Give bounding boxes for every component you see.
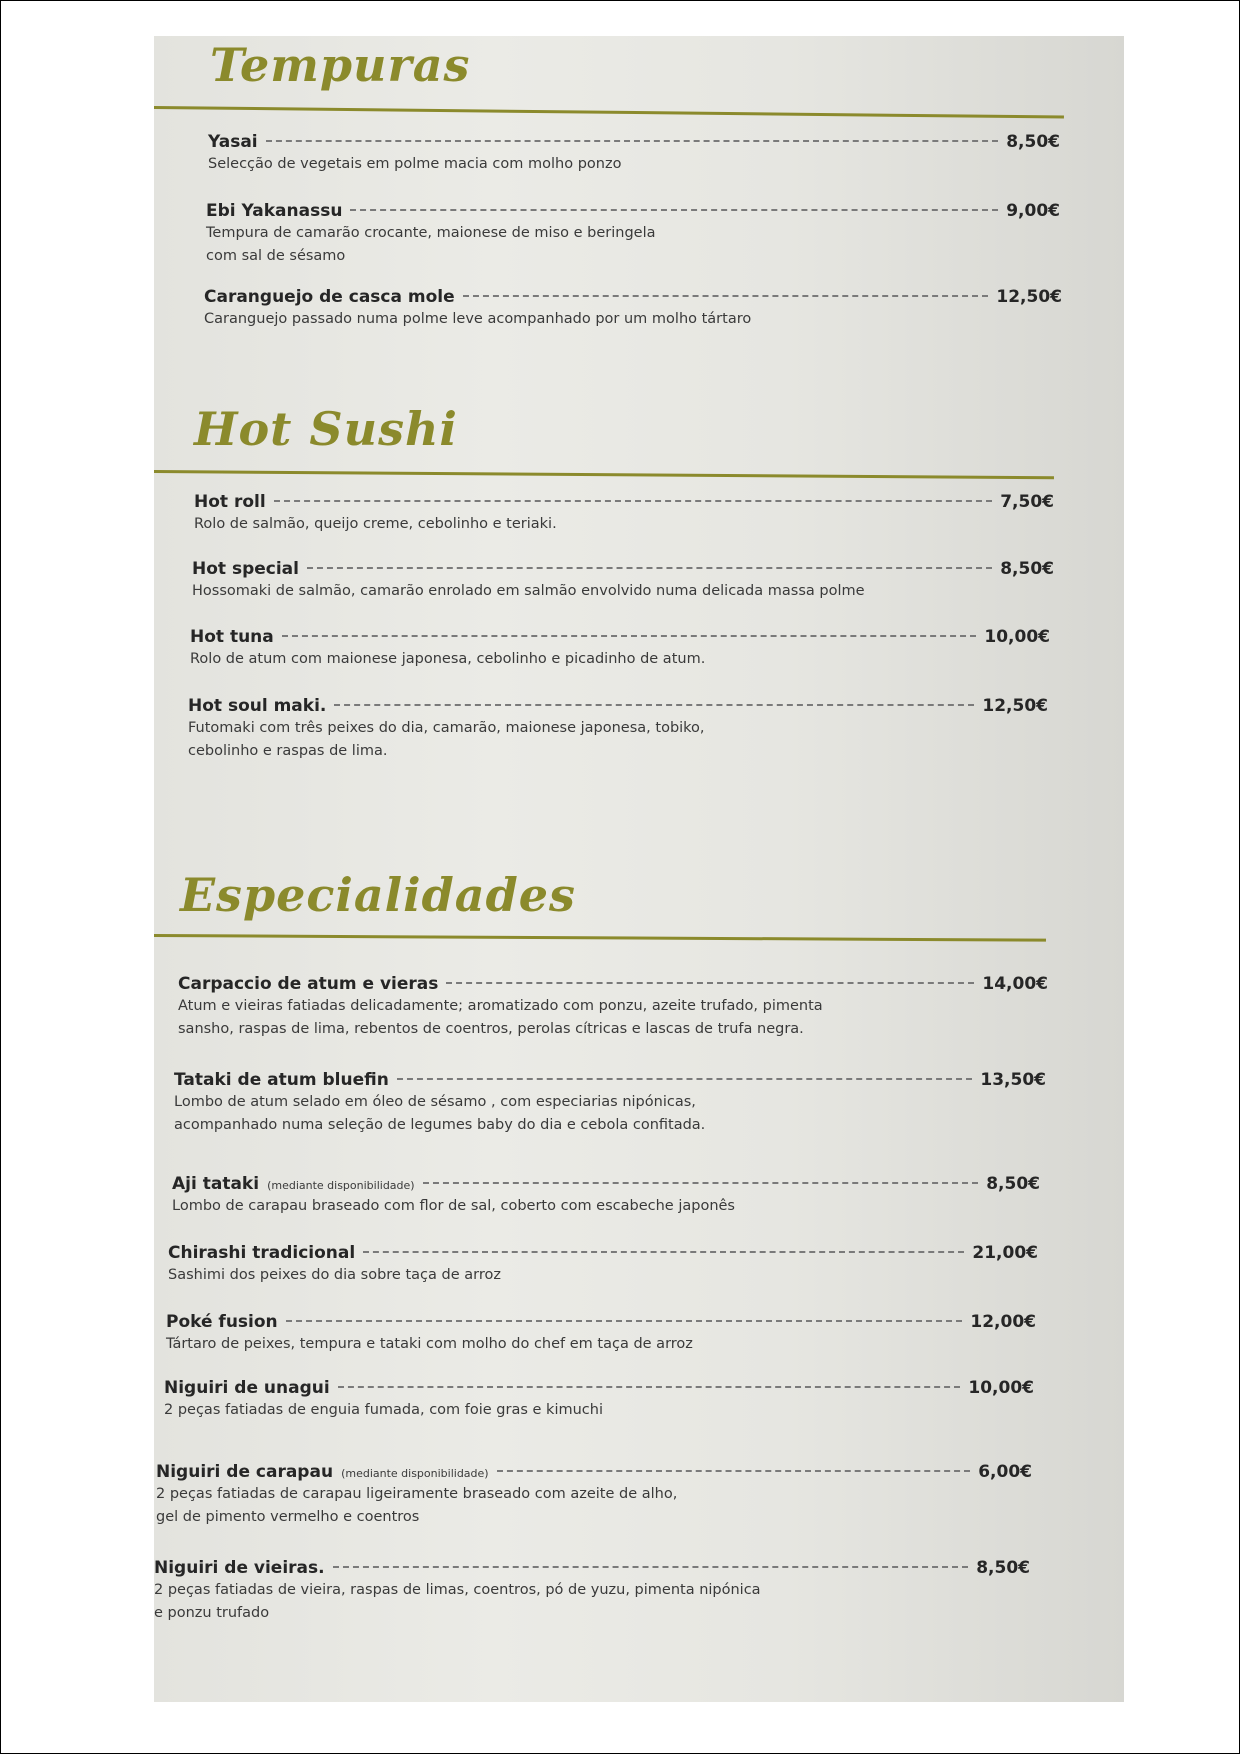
item-name: Ebi Yakanassu (206, 201, 343, 221)
item-name: Niguiri de carapau (156, 1462, 334, 1482)
dot-leader (333, 1566, 969, 1568)
item-price: 8,50€ (1000, 559, 1054, 579)
dot-leader (338, 1386, 961, 1388)
menu-item-hot-special (192, 559, 1054, 602)
menu-item-caranguejo (204, 287, 1062, 330)
menu-item-niguiri-unagui (164, 1378, 1034, 1421)
section-title-hot-sushi: Hot Sushi (194, 402, 458, 456)
item-price: 9,00€ (1006, 201, 1060, 221)
item-name: Hot soul maki. (188, 696, 327, 716)
item-description: Sashimi dos peixes do dia sobre taça de arroz (168, 1267, 501, 1283)
section-title-tempuras: Tempuras (210, 38, 471, 92)
item-description: Lombo de carapau braseado com flor de sal, coberto com escabeche japonês (172, 1198, 735, 1214)
menu-item-chirashi (168, 1243, 1038, 1286)
item-description: Atum e vieiras fatiadas delicadamente; aromatizado com ponzu, azeite trufado, pimenta (178, 998, 823, 1014)
item-name: Caranguejo de casca mole (204, 287, 455, 307)
item-price: 21,00€ (972, 1243, 1038, 1263)
item-price: 8,50€ (986, 1174, 1040, 1194)
item-name: Chirashi tradicional (168, 1243, 356, 1263)
item-description: acompanhado numa seleção de legumes baby do dia e cebola confitada. (174, 1117, 706, 1133)
item-price: 8,50€ (976, 1558, 1030, 1578)
section-divider (154, 470, 1054, 479)
menu-item-tataki-bluefin (174, 1070, 1046, 1136)
item-price: 7,50€ (1000, 492, 1054, 512)
item-description: Caranguejo passado numa polme leve acompanhado por um molho tártaro (204, 311, 752, 327)
item-description: Hossomaki de salmão, camarão enrolado em salmão envolvido numa delicada massa polme (192, 583, 865, 599)
item-name: Poké fusion (166, 1312, 278, 1332)
item-description: Selecção de vegetais em polme macia com molho ponzo (208, 156, 622, 172)
item-name: Yasai (208, 132, 258, 152)
dot-leader (497, 1470, 971, 1472)
item-price: 6,00€ (978, 1462, 1032, 1482)
menu-item-poke-fusion (166, 1312, 1036, 1355)
menu-page (154, 36, 1124, 1702)
item-description: e ponzu trufado (154, 1605, 270, 1621)
item-name: Hot special (192, 559, 299, 579)
item-description: Lombo de atum selado em óleo de sésamo , com especiarias nipónicas, (174, 1094, 696, 1110)
section-title-especialidades: Especialidades (180, 868, 576, 922)
item-description: Rolo de atum com maionese japonesa, cebolinho e picadinho de atum. (190, 651, 706, 667)
item-price: 14,00€ (982, 974, 1048, 994)
item-description: cebolinho e raspas de lima. (188, 743, 388, 759)
menu-item-niguiri-vieiras (154, 1558, 1030, 1624)
item-description: gel de pimento vermelho e coentros (156, 1509, 420, 1525)
menu-item-ebi-yakanassu (206, 201, 1060, 267)
menu-item-niguiri-carapau (156, 1462, 1032, 1528)
dot-leader (446, 982, 974, 984)
dot-leader (274, 500, 993, 502)
menu-item-hot-roll (194, 492, 1054, 535)
item-name: Niguiri de unagui (164, 1378, 330, 1398)
dot-leader (282, 635, 977, 637)
dot-leader (463, 295, 989, 297)
section-divider (154, 106, 1064, 119)
item-description: Tempura de camarão crocante, maionese de miso e beringela (206, 225, 656, 241)
item-price: 10,00€ (984, 627, 1050, 647)
item-price: 12,50€ (982, 696, 1048, 716)
item-description: Futomaki com três peixes do dia, camarão, maionese japonesa, tobiko, (188, 720, 705, 736)
item-description: sansho, raspas de lima, rebentos de coentros, perolas cítricas e lascas de trufa negra. (178, 1021, 804, 1037)
item-price: 10,00€ (968, 1378, 1034, 1398)
dot-leader (423, 1182, 979, 1184)
item-note: (mediante disponibilidade) (341, 1467, 489, 1480)
menu-item-carpaccio (178, 974, 1048, 1040)
item-description: com sal de sésamo (206, 248, 346, 264)
item-note: (mediante disponibilidade) (267, 1179, 415, 1192)
dot-leader (397, 1078, 973, 1080)
item-name: Tataki de atum bluefin (174, 1070, 389, 1090)
dot-leader (266, 140, 999, 142)
menu-item-hot-soul-maki (188, 696, 1048, 762)
dot-leader (363, 1251, 964, 1253)
dot-leader (350, 209, 998, 211)
menu-item-hot-tuna (190, 627, 1050, 670)
dot-leader (286, 1320, 963, 1322)
item-price: 12,00€ (970, 1312, 1036, 1332)
item-name: Aji tataki (172, 1174, 260, 1194)
item-description: Rolo de salmão, queijo creme, cebolinho e teriaki. (194, 516, 557, 532)
dot-leader (307, 567, 992, 569)
item-name: Carpaccio de atum e vieras (178, 974, 439, 994)
menu-item-aji-tataki (172, 1174, 1040, 1217)
item-price: 13,50€ (980, 1070, 1046, 1090)
item-name: Niguiri de vieiras. (154, 1558, 325, 1578)
item-price: 8,50€ (1006, 132, 1060, 152)
dot-leader (334, 704, 974, 706)
section-divider (154, 934, 1046, 942)
item-description: Tártaro de peixes, tempura e tataki com molho do chef em taça de arroz (166, 1336, 693, 1352)
item-description: 2 peças fatiadas de vieira, raspas de limas, coentros, pó de yuzu, pimenta nipónica (154, 1582, 761, 1598)
item-price: 12,50€ (996, 287, 1062, 307)
item-name: Hot roll (194, 492, 266, 512)
item-name: Hot tuna (190, 627, 274, 647)
item-description: 2 peças fatiadas de carapau ligeiramente braseado com azeite de alho, (156, 1486, 678, 1502)
item-description: 2 peças fatiadas de enguia fumada, com foie gras e kimuchi (164, 1402, 603, 1418)
menu-item-yasai (208, 132, 1060, 175)
